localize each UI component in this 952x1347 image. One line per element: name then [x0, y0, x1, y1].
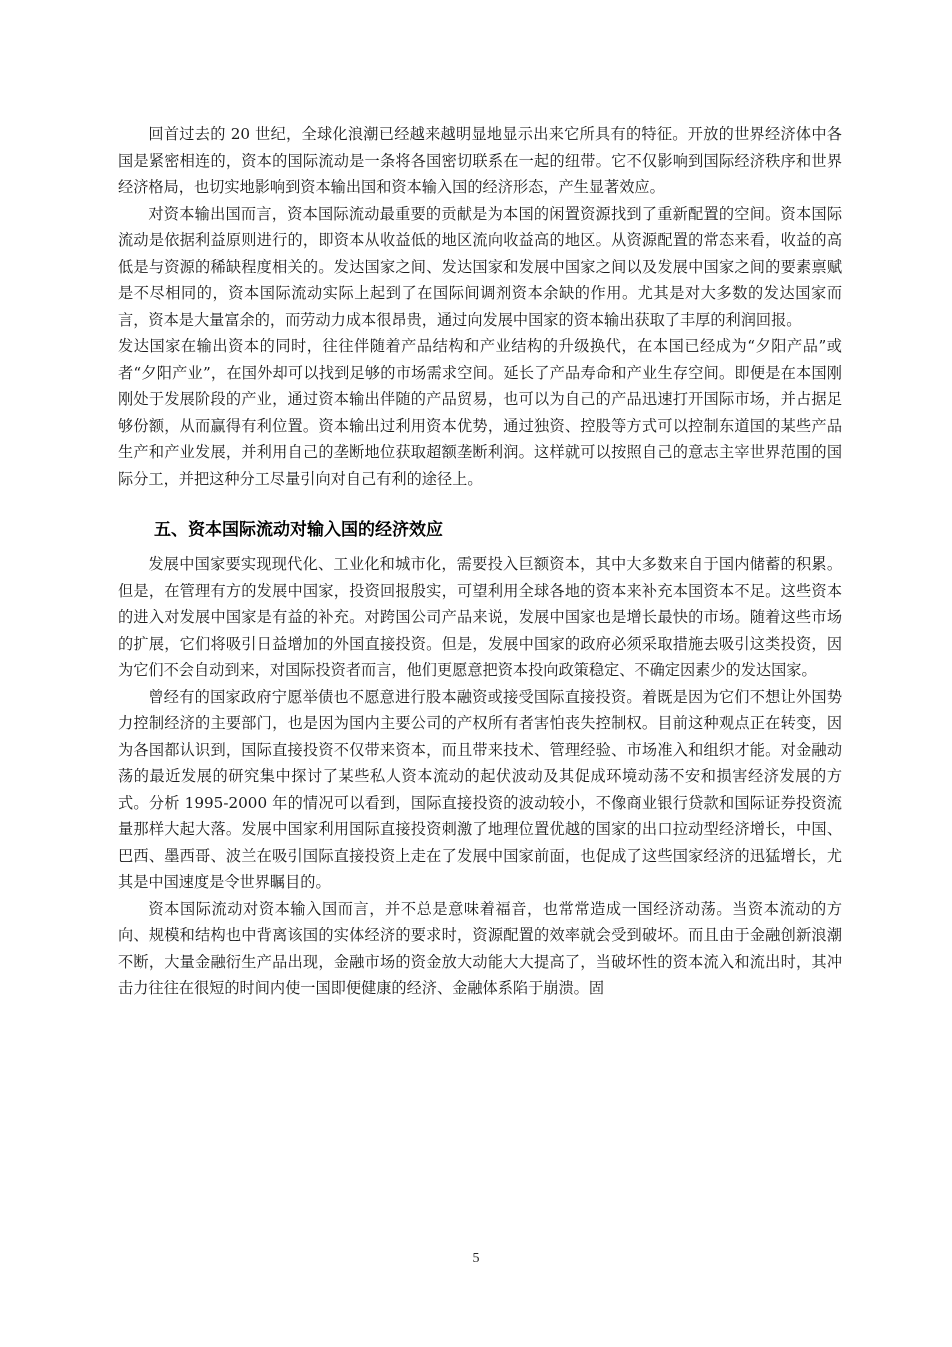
- page-number: 5: [472, 1251, 480, 1266]
- paragraph-3: 发达国家在输出资本的同时，往往伴随着产品结构和产业结构的升级换代，在本国已经成为“夕阳产品”或者“夕阳产业”，在国外却可以找到足够的市场需求空间。延长了产品寿命和产业生存空间。即便是在本国刚刚处于发展阶段的产业，通过资本输出伴随的产品贸易，也可以为自己的产品迅速打开国际市场，并占据足够份额，从而赢得有利位置。资本输出过利用资本优势，通过独资、控股等方式可以控制东道国的某些产品生产和产业发展，并利用自己的垄断地位获取超额垄断利润。这样就可以按照自己的意志主宰世界范围的国际分工，并把这种分工尽量引向对自己有利的途径上。: [118, 337, 842, 488]
- paragraph-5: 曾经有的国家政府宁愿举债也不愿意进行股本融资或接受国际直接投资。着既是因为它们不想让外国势力控制经济的主要部门，也是因为国内主要公司的产权所有者害怕丧失控制权。目前这种观点正在转变，因为各国都认识到，国际直接投资不仅带来资本，而且带来技术、管理经验、市场准入和组织才能。对金融动荡的最近发展的研究集中探讨了某些私人资本流动的起伏波动及其促成环境动荡不安和损害经济发展的方式。分析 1995-2000 年的情况可以看到，国际直接投资的波动较小，不像商业银行贷款和国际证券投资流量那样大起大落。发展中国家利用国际直接投资刺激了地理位置优越的国家的出口拉动型经济增长，中国、巴西、墨西哥、波兰在吸引国际直接投资上走在了发展中国家前面，也促成了这些国家经济的迅猛增长，尤其是中国速度是令世界瞩目的。: [118, 687, 842, 891]
- paragraph-1: 回首过去的 20 世纪，全球化浪潮已经越来越明显地显示出来它所具有的特征。开放的世界经济体中各国是紧密相连的，资本的国际流动是一条将各国密切联系在一起的纽带。它不仅影响到国际经济秩序和世界经济格局，也切实地影响到资本输出国和资本输入国的经济形态，产生显著效应。: [118, 125, 842, 196]
- paragraph-4: 发展中国家要实现现代化、工业化和城市化，需要投入巨额资本，其中大多数来自于国内储蓄的积累。但是，在管理有方的发展中国家，投资回报殷实，可望利用全球各地的资本来补充本国资本不足。这些资本的进入对发展中国家是有益的补充。对跨国公司产品来说，发展中国家也是增长最快的市场。随着这些市场的扩展，它们将吸引日益增加的外国直接投资。但是，发展中国家的政府必须采取措施去吸引这类投资，因为它们不会自动到来，对国际投资者而言，他们更愿意把资本投向政策稳定、不确定因素少的发达国家。: [118, 555, 842, 679]
- paragraph-6: 资本国际流动对资本输入国而言，并不总是意味着福音，也常常造成一国经济动荡。当资本流动的方向、规模和结构也中背离该国的实体经济的要求时，资源配置的效率就会受到破坏。而且由于金融创新浪潮不断，大量金融衍生产品出现，金融市场的资金放大动能大大提高了，当破坏性的资本流入和流出时，其冲击力往往在很短的时间内使一国即便健康的经济、金融体系陷于崩溃。固: [118, 899, 842, 997]
- paragraph-2: 对资本输出国而言，资本国际流动最重要的贡献是为本国的闲置资源找到了重新配置的空间。资本国际流动是依据利益原则进行的，即资本从收益低的地区流向收益高的地区。从资源配置的常态来看，收益的高低是与资源的稀缺程度相关的。发达国家之间、发达国家和发展中国家之间以及发展中国家之间的要素禀赋是不尽相同的，资本国际流动实际上起到了在国际间调剂资本余缺的作用。尤其是对大多数的发达国家而言，资本是大量富余的，而劳动力成本很昂贵，通过向发展中国家的资本输出获取了丰厚的利润回报。: [118, 204, 842, 329]
- document-body: [118, 121, 842, 1002]
- section-heading: 五、资本国际流动对输入国的经济效应: [154, 520, 443, 540]
